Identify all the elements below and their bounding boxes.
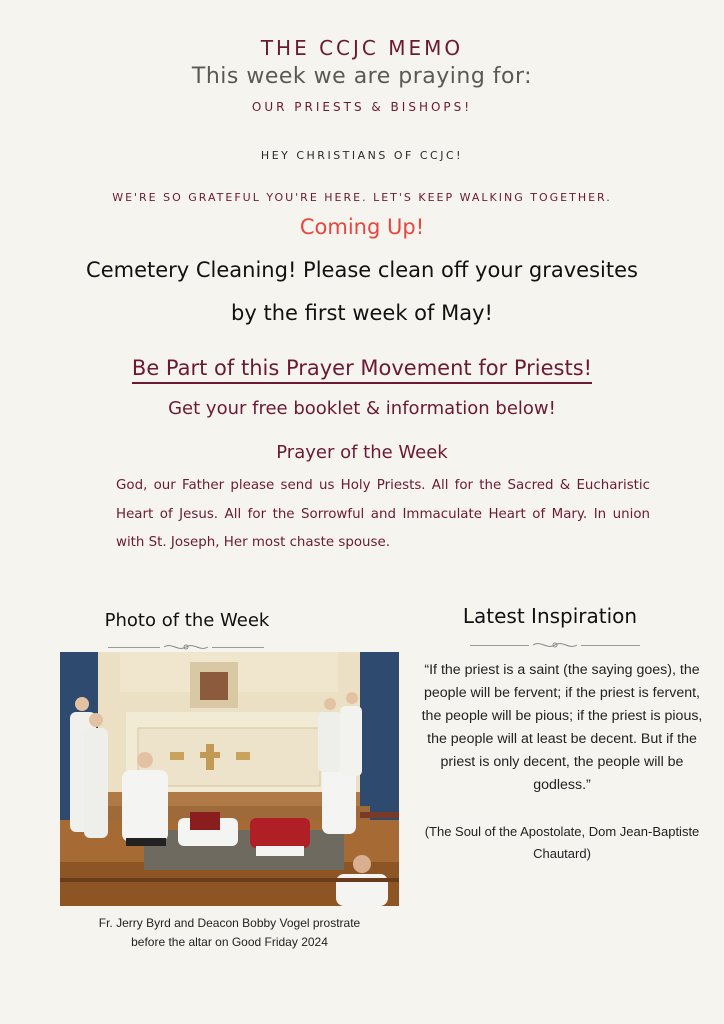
- quote-source: (The Soul of the Apostolate, Dom Jean-Baptiste Chautard): [424, 824, 700, 861]
- prayer-text: God, our Father please send us Holy Priests. All for the Sacred & Eucharistic Heart of Jesus. All for the Sorrowful and Immaculate Heart of Mary. In union with St. Joseph, Her most chaste spouse.: [116, 478, 650, 550]
- greeting: HEY CHRISTIANS OF CCJC!: [260, 149, 464, 162]
- inspiration-quote: “If the priest is a saint (the saying goes), the people will be fervent; if the priest is fervent, the people will be pious; if the priest is pious, the people will at least be decent. But if the priest is only decent, the people will be godless.”: [421, 662, 703, 793]
- prayer-of-week-heading: Prayer of the Week: [276, 442, 448, 463]
- latest-inspiration-heading: Latest Inspiration: [462, 604, 638, 628]
- praying-for-heading: This week we are praying for:: [191, 64, 533, 89]
- caption-line-2: before the altar on Good Friday 2024: [131, 935, 328, 949]
- ornament-divider-icon: [529, 640, 581, 650]
- photo-divider: [108, 642, 264, 652]
- inspiration-divider: [470, 640, 640, 650]
- booklet-info: Get your free booklet & information below!: [168, 398, 556, 419]
- photo-of-week-heading: Photo of the Week: [104, 610, 270, 631]
- prayer-intention: OUR PRIESTS & BISHOPS!: [251, 100, 473, 114]
- prayer-movement-label[interactable]: Be Part of this Prayer Movement for Priests!: [132, 356, 592, 384]
- good-friday-photo: [60, 652, 399, 906]
- announcement-line-1: Cemetery Cleaning! Please clean off your gravesites: [86, 258, 638, 282]
- caption-line-1: Fr. Jerry Byrd and Deacon Bobby Vogel prostrate: [98, 916, 361, 930]
- coming-up-heading: Coming Up!: [299, 215, 425, 239]
- photo-caption: [60, 914, 399, 952]
- announcement-line-2: by the first week of May!: [231, 301, 493, 325]
- ornament-divider-icon: [160, 642, 212, 652]
- prayer-movement-link[interactable]: [0, 356, 724, 380]
- memo-title: THE CCJC MEMO: [260, 36, 464, 60]
- grateful-message: WE'RE SO GRATEFUL YOU'RE HERE. LET'S KEEP WALKING TOGETHER.: [112, 191, 612, 204]
